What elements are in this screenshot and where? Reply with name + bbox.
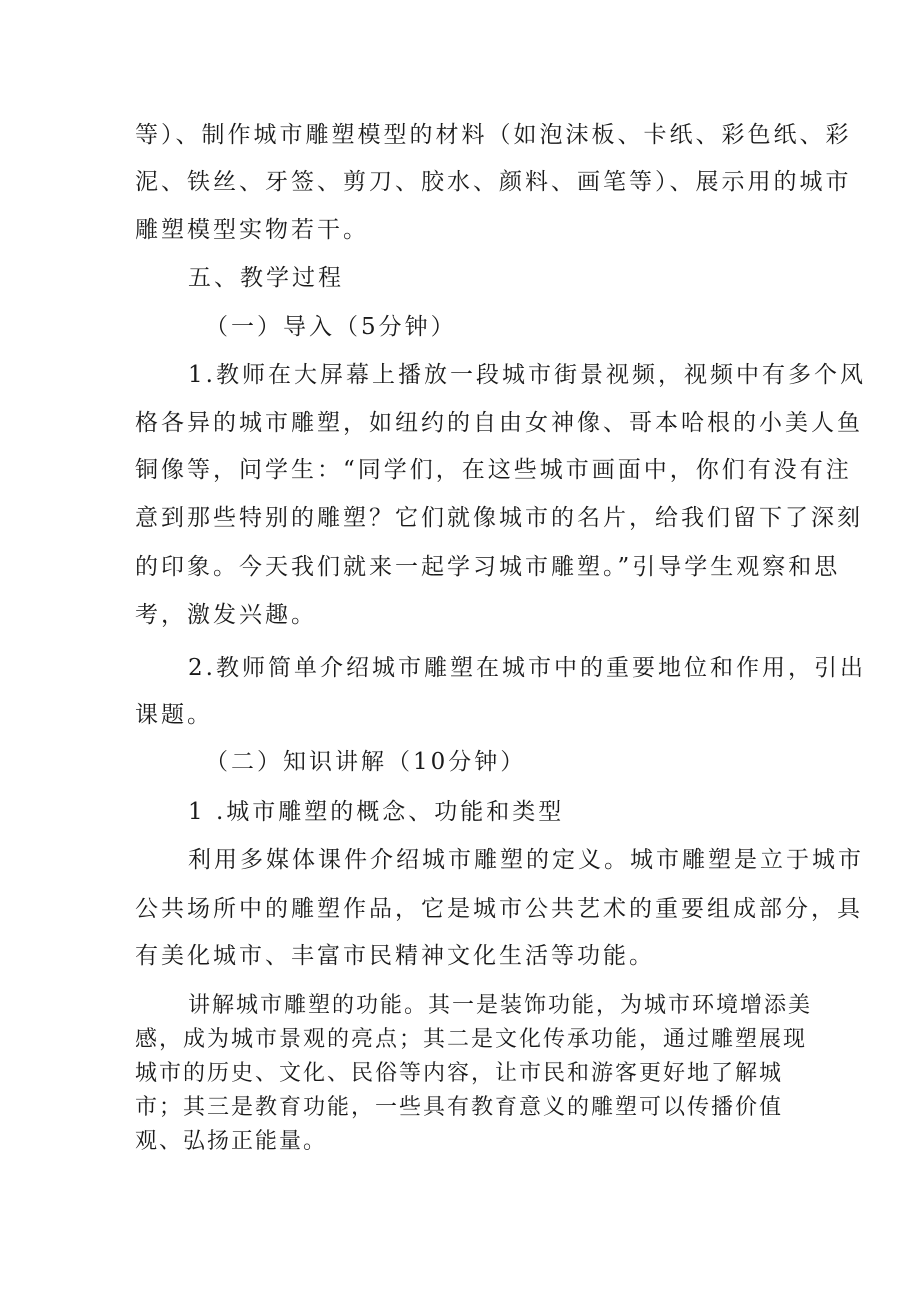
body-text-line: 的印象。今天我们就来一起学习城市雕塑。”引导学生观察和思 xyxy=(135,554,841,580)
body-text-line: 公共场所中的雕塑作品，它是城市公共艺术的重要组成部分，具 xyxy=(135,896,863,922)
body-text-line: 利用多媒体课件介绍城市雕塑的定义。城市雕塑是立于城市 xyxy=(188,847,864,873)
body-text-line: 感，成为城市景观的亮点；其二是文化传承功能，通过雕塑展现 xyxy=(135,1027,808,1052)
section-heading: 五、教学过程 xyxy=(188,265,344,291)
body-text-line: 有美化城市、丰富市民精神文化生活等功能。 xyxy=(135,943,655,969)
body-text-line: 城市的历史、文化、民俗等内容，让市民和游客更好地了解城 xyxy=(135,1061,784,1086)
body-text-line: 课题。 xyxy=(135,702,213,728)
body-text-line: 观、弘扬正能量。 xyxy=(135,1129,328,1154)
body-text-line: 意到那些特别的雕塑？它们就像城市的名片，给我们留下了深刻 xyxy=(135,505,863,531)
body-text-line: 雕塑模型实物若干。 xyxy=(135,217,369,243)
body-text-line: 格各异的城市雕塑，如纽约的自由女神像、哥本哈根的小美人鱼 xyxy=(135,410,863,436)
body-text-line: 讲解城市雕塑的功能。其一是装饰功能，为城市环境增添美 xyxy=(188,993,813,1018)
body-text-line: 铜像等，问学生：“同学们，在这些城市画面中，你们有没有注 xyxy=(135,457,852,483)
body-text-line: 等）、制作城市雕塑模型的材料（如泡沫板、卡纸、彩色纸、彩 xyxy=(135,122,852,148)
list-item: 1 .城市雕塑的概念、功能和类型 xyxy=(188,799,565,825)
list-item: 2.教师简单介绍城市雕塑在城市中的重要地位和作用，引出 xyxy=(188,655,866,681)
body-text-line: 考，激发兴趣。 xyxy=(135,602,317,628)
body-text-line: 泥、铁丝、牙签、剪刀、胶水、颜料、画笔等）、展示用的城市 xyxy=(135,169,852,195)
subsection-heading: （一）导入（5分钟） xyxy=(205,314,457,340)
list-item: 1.教师在大屏幕上播放一段城市街景视频，视频中有多个风 xyxy=(188,362,866,388)
body-text-line: 市；其三是教育功能，一些具有教育意义的雕塑可以传播价值 xyxy=(135,1095,784,1120)
subsection-heading: （二）知识讲解（10分钟） xyxy=(205,749,527,775)
